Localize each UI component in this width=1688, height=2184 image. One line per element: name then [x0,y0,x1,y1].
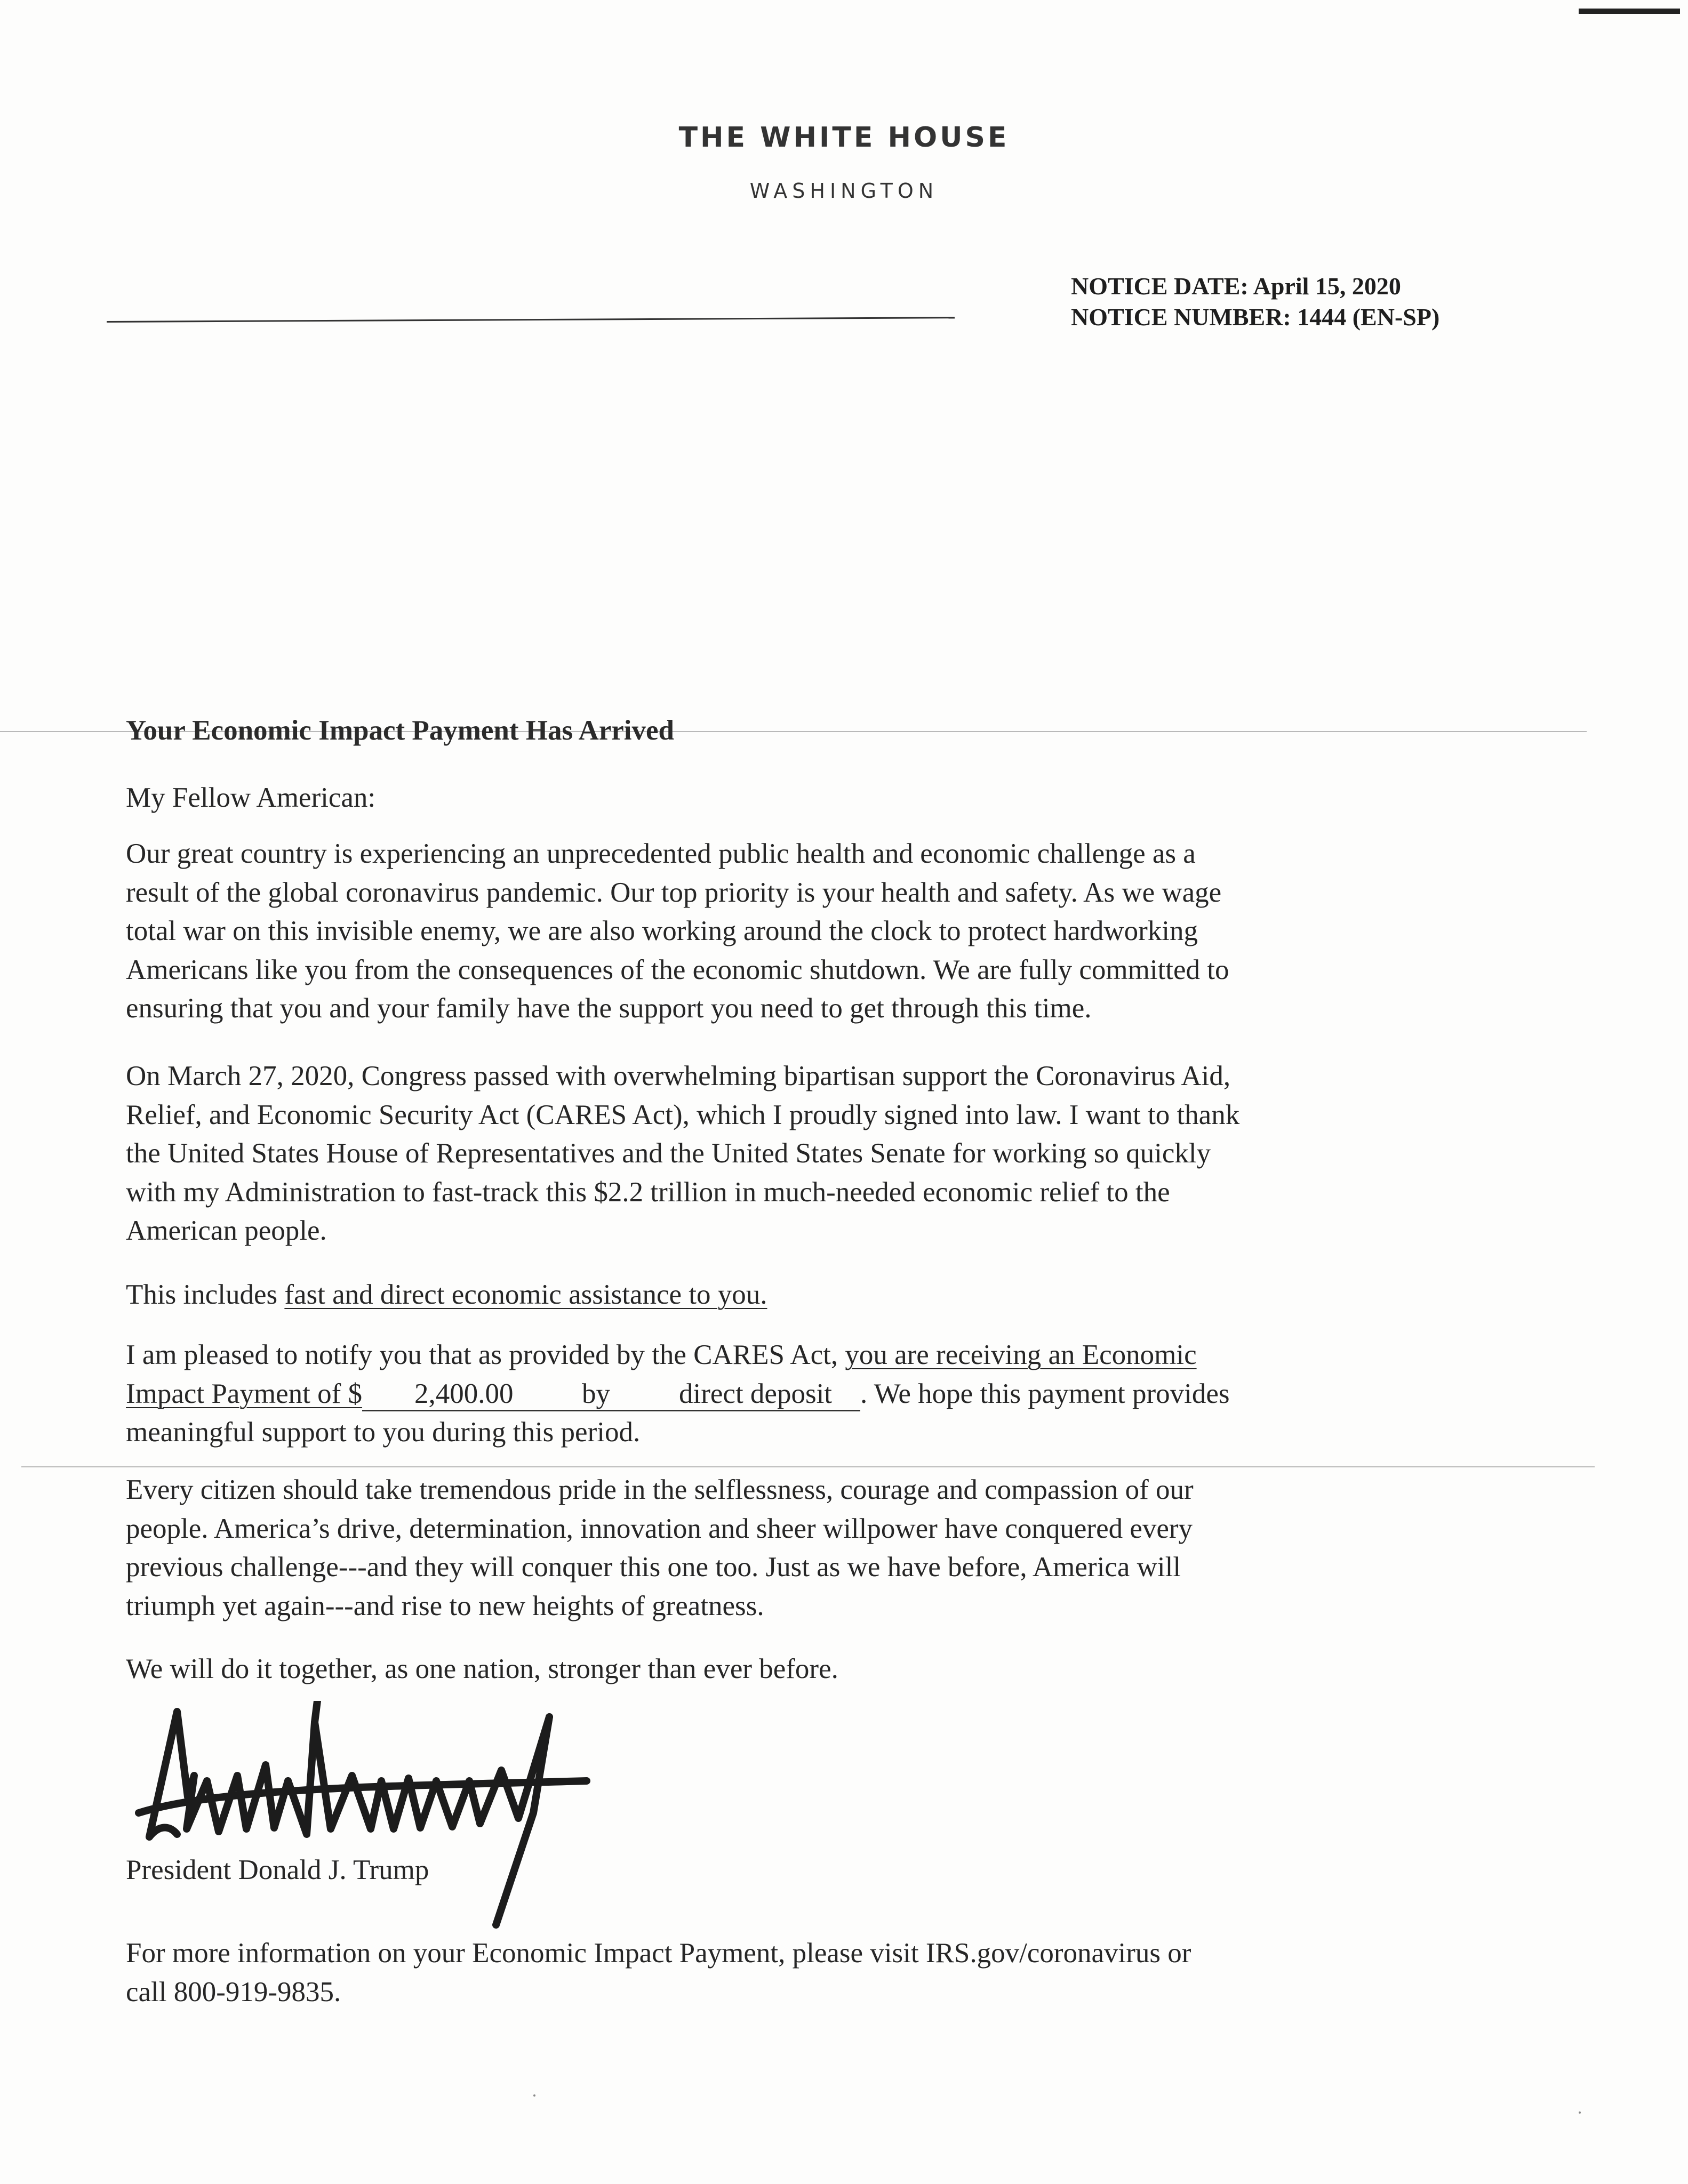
paragraph-line: On March 27, 2020, Congress passed with overwhelming bipartisan support the Coronavirus Aid, [126,1061,1231,1091]
paragraph-line [126,1375,1491,1414]
paragraph-line: the United States House of Representatives and the United States Senate for working so quickly [126,1138,1211,1169]
address-rule [107,317,955,323]
scan-speck [533,2094,535,2097]
paragraph-line: Every citizen should take tremendous pride in the selflessness, courage and compassion of our [126,1474,1194,1505]
paragraph-line: ensuring that you and your family have the support you need to get through this time. [126,993,1092,1024]
paragraph-line: Americans like you from the consequences of the economic shutdown. We are fully committed to [126,954,1229,985]
paragraph-text: I am pleased to notify you that as provided by the CARES Act, [126,1339,845,1370]
paragraph-line: American people. [126,1215,327,1246]
paragraph-line: total war on this invisible enemy, we are also working around the clock to protect hardworking [126,916,1198,946]
salutation: My Fellow American: [126,782,376,813]
notice-number: NOTICE NUMBER: 1444 (EN-SP) [1071,303,1440,331]
paragraph-line: triumph yet again---and rise to new heights of greatness. [126,1590,764,1621]
underlined-receiving-text: you are receiving an Economic [845,1339,1197,1370]
payment-by-word: by [574,1378,634,1411]
letterhead-title: THE WHITE HOUSE [678,122,1010,154]
paragraph-payment-notice [126,1336,1491,1452]
letterhead-subtitle: WASHINGTON [749,179,939,203]
payment-method: direct deposit [634,1378,860,1411]
paragraph-direct-assistance [126,1275,1491,1314]
paragraph-health-and-safety [126,834,1491,1028]
closing-line: We will do it together, as one nation, stronger than ever before. [126,1653,838,1684]
signatory-name: President Donald J. Trump [126,1854,429,1885]
paragraph-national-pride [126,1471,1491,1625]
scan-speck [1579,2111,1581,2114]
paragraph-line: call 800-919-9835. [126,1976,341,2008]
paragraph-cares-act [126,1057,1491,1250]
underlined-payment-text: Impact Payment of $ [126,1378,363,1409]
paragraph-line [126,1336,1491,1375]
scan-edge-mark [1579,9,1680,14]
handwritten-signature [128,1701,597,1936]
notice-date: NOTICE DATE: April 15, 2020 [1071,272,1401,300]
payment-amount: 2,400.00 [362,1378,574,1411]
paragraph-line: previous challenge---and they will conquer this one too. Just as we have before, America will [126,1552,1181,1583]
paragraph-line: result of the global coronavirus pandemic. Our top priority is your health and safety. As we wage [126,877,1222,908]
fold-line-bottom [21,1466,1595,1467]
paragraph-text: This includes [126,1279,285,1310]
paragraph-line: Our great country is experiencing an unprecedented public health and economic challenge as a [126,838,1196,869]
paragraph-line: meaningful support to you during this period. [126,1417,641,1448]
underlined-assistance-text: fast and direct economic assistance to you. [284,1279,767,1310]
paragraph-text: . We hope this payment provides [860,1378,1230,1409]
letter-heading: Your Economic Impact Payment Has Arrived [126,715,675,746]
paragraph-line: Relief, and Economic Security Act (CARES Act), which I proudly signed into law. I want to thank [126,1099,1240,1130]
paragraph-line: people. America’s drive, determination, innovation and sheer willpower have conquered every [126,1513,1193,1544]
footer-contact-info [126,1934,1491,2011]
paragraph-line: with my Administration to fast-track this $2.2 trillion in much-needed economic relief to the [126,1176,1170,1208]
paragraph-line: For more information on your Economic Impact Payment, please visit IRS.gov/coronavirus or [126,1938,1191,1969]
